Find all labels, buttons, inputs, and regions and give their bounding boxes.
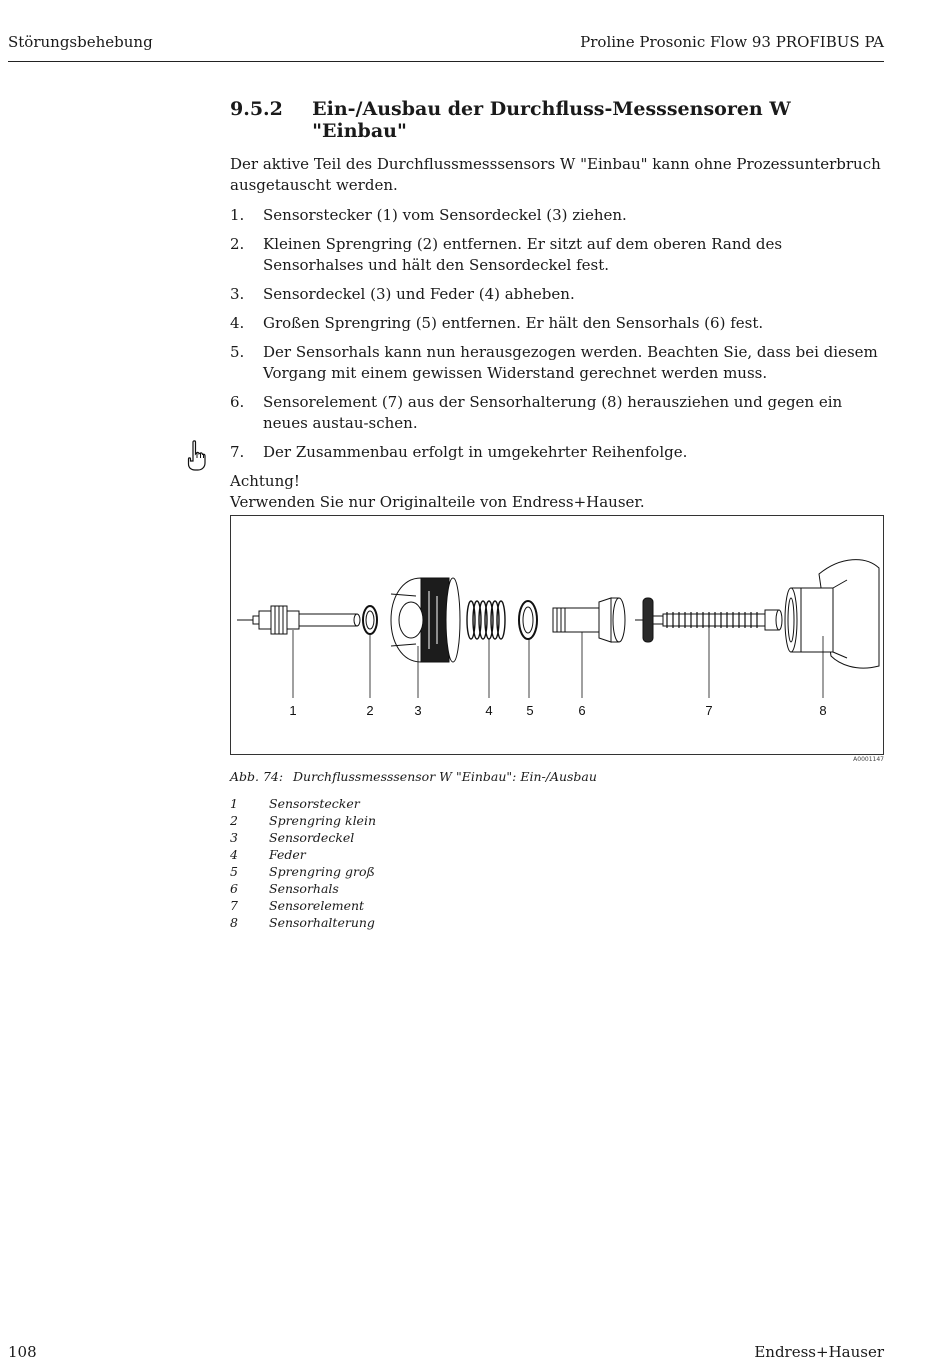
part-number-labels xyxy=(289,703,826,718)
part-number-label: 7 xyxy=(705,703,713,718)
sensor-cover-drawing xyxy=(391,578,460,662)
legend-label: Feder xyxy=(269,847,306,862)
header-product: Proline Prosonic Flow 93 PROFIBUS PA xyxy=(580,33,884,51)
sensor-plug-drawing xyxy=(237,606,360,634)
header-section: Störungsbehebung xyxy=(8,33,153,51)
legend-item xyxy=(230,795,376,812)
legend-label: Sensorhals xyxy=(269,881,339,896)
part-number-label: 6 xyxy=(578,703,586,718)
part-number-label: 4 xyxy=(485,703,493,718)
legend-key: 8 xyxy=(230,915,238,930)
step-item xyxy=(230,234,886,276)
legend-label: Sprengring groß xyxy=(269,864,375,879)
sensor-neck-drawing xyxy=(553,598,625,642)
step-number: 7. xyxy=(230,443,245,461)
spring-drawing xyxy=(467,601,505,639)
legend-label: Sensorelement xyxy=(269,898,365,913)
caution-title: Achtung! xyxy=(230,472,300,490)
step-number: 3. xyxy=(230,285,245,303)
figure-caption xyxy=(230,769,597,784)
large-snap-ring-drawing xyxy=(519,601,537,639)
step-text: Der Sensorhals kann nun herausgezogen werden. Beachten Sie, dass bei diesem Vorgang mit einem gewissen Widerstand gerechnet werden muss. xyxy=(263,343,878,382)
part-number-label: 2 xyxy=(366,703,374,718)
step-item xyxy=(230,442,886,463)
legend-key: 5 xyxy=(230,864,238,879)
sensor-holder-drawing xyxy=(785,560,879,668)
steps-list xyxy=(230,205,886,463)
legend-item xyxy=(230,829,376,846)
legend-label: Sensordeckel xyxy=(269,830,355,845)
legend-item xyxy=(230,897,376,914)
step-item xyxy=(230,313,886,334)
legend-label: Sensorstecker xyxy=(269,796,360,811)
step-text: Kleinen Sprengring (2) entfernen. Er sitzt auf dem oberen Rand des Sensorhalses und hält den Sensordeckel fest. xyxy=(263,235,783,274)
intro-paragraph: Der aktive Teil des Durchflussmesssensors W "Einbau" kann ohne Prozessunterbruch ausgetauscht werden. xyxy=(230,155,881,194)
step-number: 1. xyxy=(230,206,245,224)
section-number: 9.5.2 xyxy=(230,98,283,120)
legend-key: 6 xyxy=(230,881,238,896)
caption-text: Durchflussmesssensor W "Einbau": Ein-/Ausbau xyxy=(293,769,597,784)
part-number-label: 5 xyxy=(526,703,534,718)
step-number: 4. xyxy=(230,314,245,332)
legend-item xyxy=(230,880,376,897)
legend-item xyxy=(230,812,376,829)
step-number: 2. xyxy=(230,235,245,253)
pointing-hand-icon xyxy=(184,440,206,472)
legend-key: 7 xyxy=(230,898,238,913)
legend-item xyxy=(230,914,376,931)
exploded-view-drawing xyxy=(231,516,883,754)
step-text: Sensorstecker (1) vom Sensordeckel (3) ziehen. xyxy=(263,206,627,224)
part-number-label: 8 xyxy=(819,703,827,718)
caution-text: Verwenden Sie nur Originalteile von Endress+Hauser. xyxy=(230,493,645,511)
main-content xyxy=(230,98,886,513)
legend-label: Sensorhalterung xyxy=(269,915,375,930)
sensor-element-drawing xyxy=(635,598,782,642)
step-text: Sensordeckel (3) und Feder (4) abheben. xyxy=(263,285,575,303)
legend-item xyxy=(230,846,376,863)
section-title: Ein-/Ausbau der Durchfluss-Messsensoren W "Einbau" xyxy=(312,98,791,142)
exploded-view-figure xyxy=(230,515,884,755)
section-heading xyxy=(230,98,886,142)
part-number-label: 3 xyxy=(414,703,422,718)
step-item xyxy=(230,392,886,434)
leader-lines xyxy=(293,628,823,698)
legend-key: 2 xyxy=(230,813,238,828)
legend-label: Sprengring klein xyxy=(269,813,377,828)
page-header xyxy=(8,33,884,62)
caption-number: Abb. 74: xyxy=(230,769,284,784)
page-number: 108 xyxy=(8,1343,37,1361)
step-text: Großen Sprengring (5) entfernen. Er hält den Sensorhals (6) fest. xyxy=(263,314,764,332)
figure-legend xyxy=(230,795,376,931)
step-item xyxy=(230,205,886,226)
step-number: 6. xyxy=(230,393,245,411)
step-item xyxy=(230,284,886,305)
legend-key: 3 xyxy=(230,830,238,845)
step-item xyxy=(230,342,886,384)
legend-key: 1 xyxy=(230,796,238,811)
caution-note xyxy=(230,471,886,513)
part-number-label: 1 xyxy=(289,703,297,718)
legend-key: 4 xyxy=(230,847,238,862)
step-text: Der Zusammenbau erfolgt in umgekehrter Reihenfolge. xyxy=(263,443,688,461)
small-snap-ring-drawing xyxy=(363,606,377,634)
legend-item xyxy=(230,863,376,880)
step-number: 5. xyxy=(230,343,245,361)
brand-name: Endress+Hauser xyxy=(754,1343,884,1361)
figure-id: A0001147 xyxy=(853,756,884,763)
step-text: Sensorelement (7) aus der Sensorhalterung (8) herausziehen und gegen ein neues austau-schen. xyxy=(263,393,843,432)
